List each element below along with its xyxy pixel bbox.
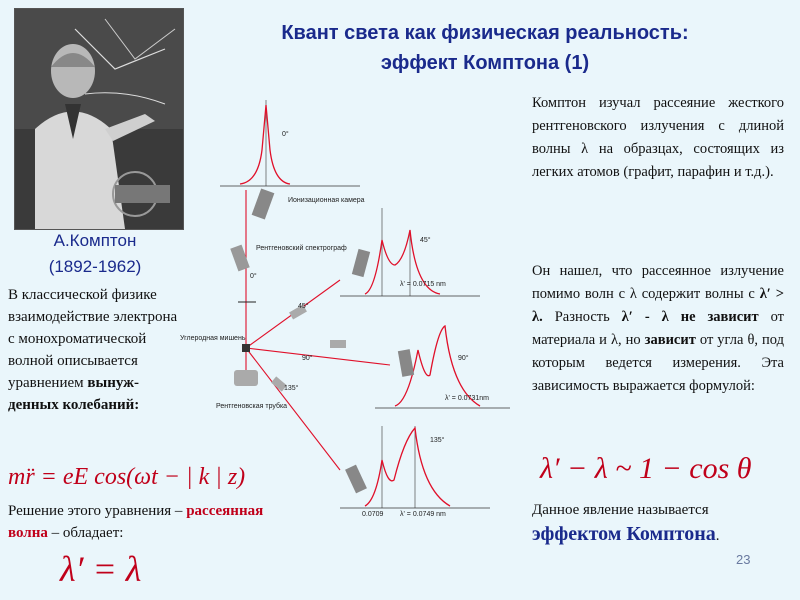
- angle45-label: 45°: [298, 303, 309, 310]
- ionization-chamber-label: Ионизационная камера: [288, 197, 365, 204]
- findings-part1: Он нашел, что рассеянное излучение помимо волн с λ содержит волны с: [532, 263, 784, 302]
- angle0-label: 0°: [250, 273, 257, 280]
- solution-start: Решение этого уравнения –: [8, 503, 183, 519]
- slide-title: [200, 18, 770, 78]
- compton-portrait: [14, 8, 184, 230]
- title-line-1: Квант света как физическая реальность:: [281, 22, 689, 44]
- forced-oscillation-phrase: вынуж-денных колебаний:: [8, 375, 140, 413]
- carbon-target: [242, 344, 250, 352]
- ionization-chamber: [252, 188, 275, 219]
- angle0-top-label: 0°: [282, 131, 289, 138]
- classical-result-equation: λ′ = λ: [60, 549, 142, 589]
- classical-description: [8, 284, 182, 416]
- findings-dep: зависит: [644, 332, 696, 348]
- peak135-label: 135°: [430, 437, 445, 444]
- findings-diff: λ′ - λ не зависит: [621, 309, 759, 325]
- effect-dot: .: [715, 528, 720, 544]
- compton-findings-text: [532, 260, 784, 398]
- lambda135b-label: λ' = 0.0749 nm: [400, 511, 446, 518]
- spectrograph: [230, 245, 249, 272]
- solution-end: – обладает:: [51, 525, 124, 541]
- findings-part3: от материала и λ, но: [532, 309, 785, 348]
- compton-experiment-text: Комптон изучал рассеяние жесткого рентгеновского излучения с длиной волны λ на образцах, состоящих из легких атомов (графит, парафин и т.д.).: [532, 95, 784, 180]
- classical-text: В классической физике взаимодействие электрона с монохроматической волной описывается уравнением: [8, 287, 178, 391]
- lambda45-label: λ' = 0.0715 nm: [400, 281, 446, 288]
- angle135-label: 135°: [284, 385, 299, 392]
- findings-rel: λ′ > λ.: [532, 286, 784, 325]
- lambda90-label: λ' = 0.0731nm: [445, 395, 489, 402]
- peak90-label: 90°: [458, 355, 469, 362]
- angle90-label: 90°: [302, 355, 313, 362]
- effect-definition: [532, 498, 792, 548]
- spectrum-0-curve: [240, 105, 290, 184]
- compton-effect-term: эффектом Комптона: [532, 523, 716, 545]
- compton-experiment-diagram: [180, 90, 530, 530]
- portrait-name: А.Комптон: [53, 231, 137, 250]
- portrait-years: (1892-1962): [48, 257, 142, 276]
- lambda135a-label: 0.0709: [362, 511, 384, 518]
- target-label: Углеродная мишень: [180, 335, 246, 342]
- oscillation-equation-text: mr̈ = eE cos(ωt − | k | z): [8, 464, 246, 490]
- compton-formula: λ′ − λ ~ 1 − cos θ: [540, 452, 752, 485]
- findings-part2: Разность: [554, 309, 610, 325]
- portrait-caption: [10, 228, 180, 280]
- page-number: 23: [736, 552, 751, 567]
- tube-label: Рентгеновская трубка: [216, 403, 288, 410]
- scattered-wave-phrase: рассеянная волна: [8, 503, 264, 541]
- effect-intro: Данное явление называется: [532, 502, 709, 518]
- title-line-2: эффект Комптона (1): [380, 52, 590, 74]
- peak45-label: 45°: [420, 237, 431, 244]
- xray-tube: [234, 370, 258, 386]
- findings-part4: от угла θ, под которым ведется измерения. Эта зависимость выражается формулой:: [532, 332, 785, 394]
- spectrograph-label: Рентгеновский спектрограф: [256, 245, 347, 252]
